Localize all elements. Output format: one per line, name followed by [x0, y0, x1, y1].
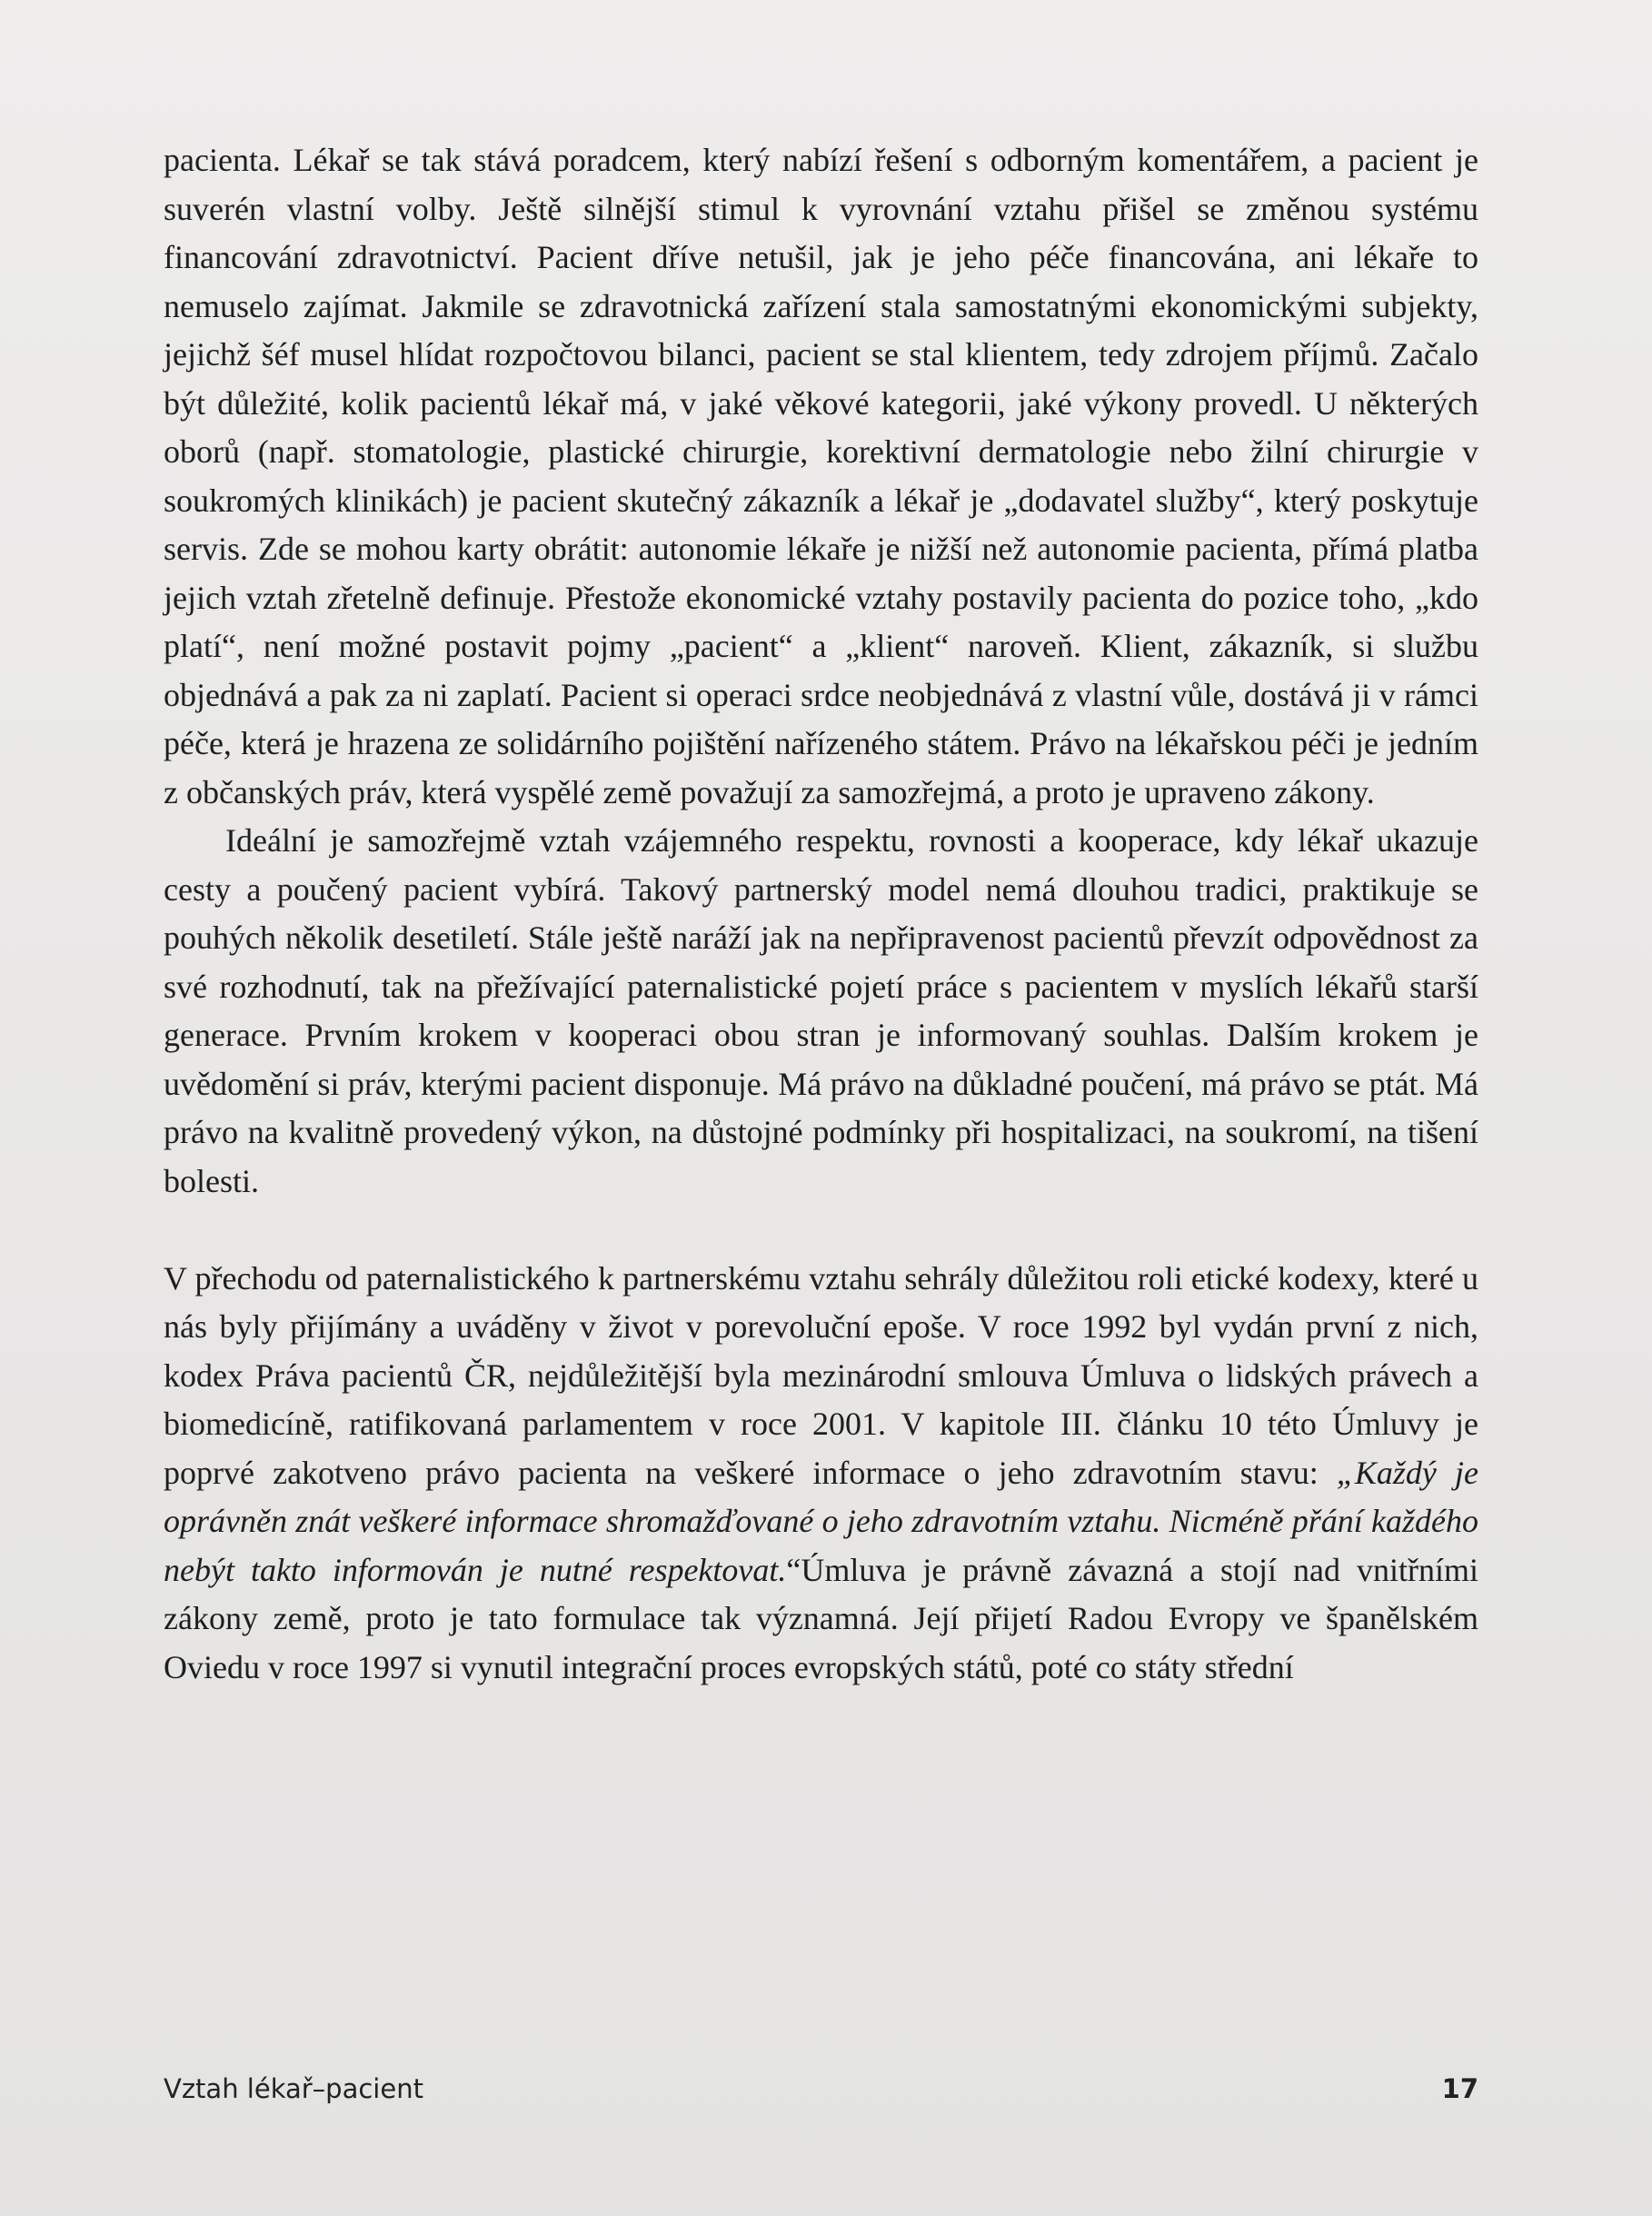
paragraph-ethical-codes-continuation: “Úmluva je právně závazná a stojí nad vnitřními zákony země, proto je tato formulace tak významná. Její přijetí Radou Evropy ve španělském Oviedu v roce 1997 si vynutil integrační proces evropských států, poté co státy střední — [164, 1551, 1478, 1685]
convention-quote: „Každý je oprávněn znát veškeré informace shromažďované o jeho zdravotním vztahu. Nicméně přání každého nebýt takto informován je nutné respektovat. — [164, 1454, 1478, 1588]
running-footer-title: Vztah lékař–pacient — [164, 2073, 423, 2104]
paragraph-ethical-codes — [164, 1255, 1478, 1693]
paragraph-continuation: pacienta. Lékař se tak stává poradcem, který nabízí řešení s odborným komentářem, a pacient je suverén vlastní volby. Ještě silnější stimul k vyrovnání vztahu přišel se změnou systému financování zdravotnictví. Pacient dříve netušil, jak je jeho péče financována, ani lékaře to nemuselo zajímat. Jakmile se zdravotnická zařízení stala samostatnými ekonomickými subjekty, jejichž šéf musel hlídat rozpočtovou bilanci, pacient se stal klientem, tedy zdrojem příjmů. Začalo být důležité, kolik pacientů lékař má, v jaké věkové kategorii, jaké výkony provedl. U některých oborů (např. stomatologie, plastické chirurgie, korektivní dermatologie nebo žilní chirurgie v soukromých klinikách) je pacient skutečný zákazník a lékař je „dodavatel služby“, který poskytuje servis. Zde se mohou karty obrátit: autonomie lékaře je nižší než autonomie pacienta, přímá platba jejich vztah zřetelně definuje. Přestože ekonomické vztahy postavily pacienta do pozice toho, „kdo platí“, není možné postavit pojmy „pacient“ a „klient“ naroveň. Klient, zákazník, si službu objednává a pak za ni zaplatí. Pacient si operaci srdce neobjednává z vlastní vůle, dostává ji v rámci péče, která je hrazena ze solidárního pojištění nařízeného státem. Právo na lékařskou péči je jedním z občanských práv, která vyspělé země považují za samozřejmá, a proto je upraveno zákony. — [164, 142, 1478, 810]
body-text — [164, 136, 1478, 1692]
paragraph-ethical-codes-text: V přechodu od paternalistického k partnerskému vztahu sehrály důležitou roli etické kodexy, které u nás byly přijímány a uváděny v život v porevoluční epoše. V roce 1992 byl vydán první z nich, kodex Práva pacientů ČR, nejdůležitější byla mezinárodní smlouva Úmluva o lidských právech a biomedicíně, ratifikovaná parlamentem v roce 2001. V kapitole III. článku 10 této Úmluvy je poprvé zakotveno právo pacienta na veškeré informace o jeho zdravotním stavu: — [164, 1259, 1478, 1491]
page-number: 17 — [1441, 2073, 1478, 2104]
page-footer — [164, 2073, 1478, 2117]
paragraph-ideal-relationship: Ideální je samozřejmě vztah vzájemného respektu, rovnosti a kooperace, kdy lékař ukazuje cesty a poučený pacient vybírá. Takový partnerský model nemá dlouhou tradici, praktikuje se pouhých několik desetiletí. Stále ještě naráží jak na nepřipravenost pacientů převzít odpovědnost za své rozhodnutí, tak na přežívající paternalistické pojetí práce s pacientem v myslích lékařů starší generace. Prvním krokem v kooperaci obou stran je informovaný souhlas. Dalším krokem je uvědomění si práv, kterými pacient disponuje. Má právo na důkladné poučení, má právo se ptát. Má právo na kvalitně provedený výkon, na důstojné podmínky při hospitalizaci, na soukromí, na tišení bolesti. — [164, 822, 1478, 1199]
